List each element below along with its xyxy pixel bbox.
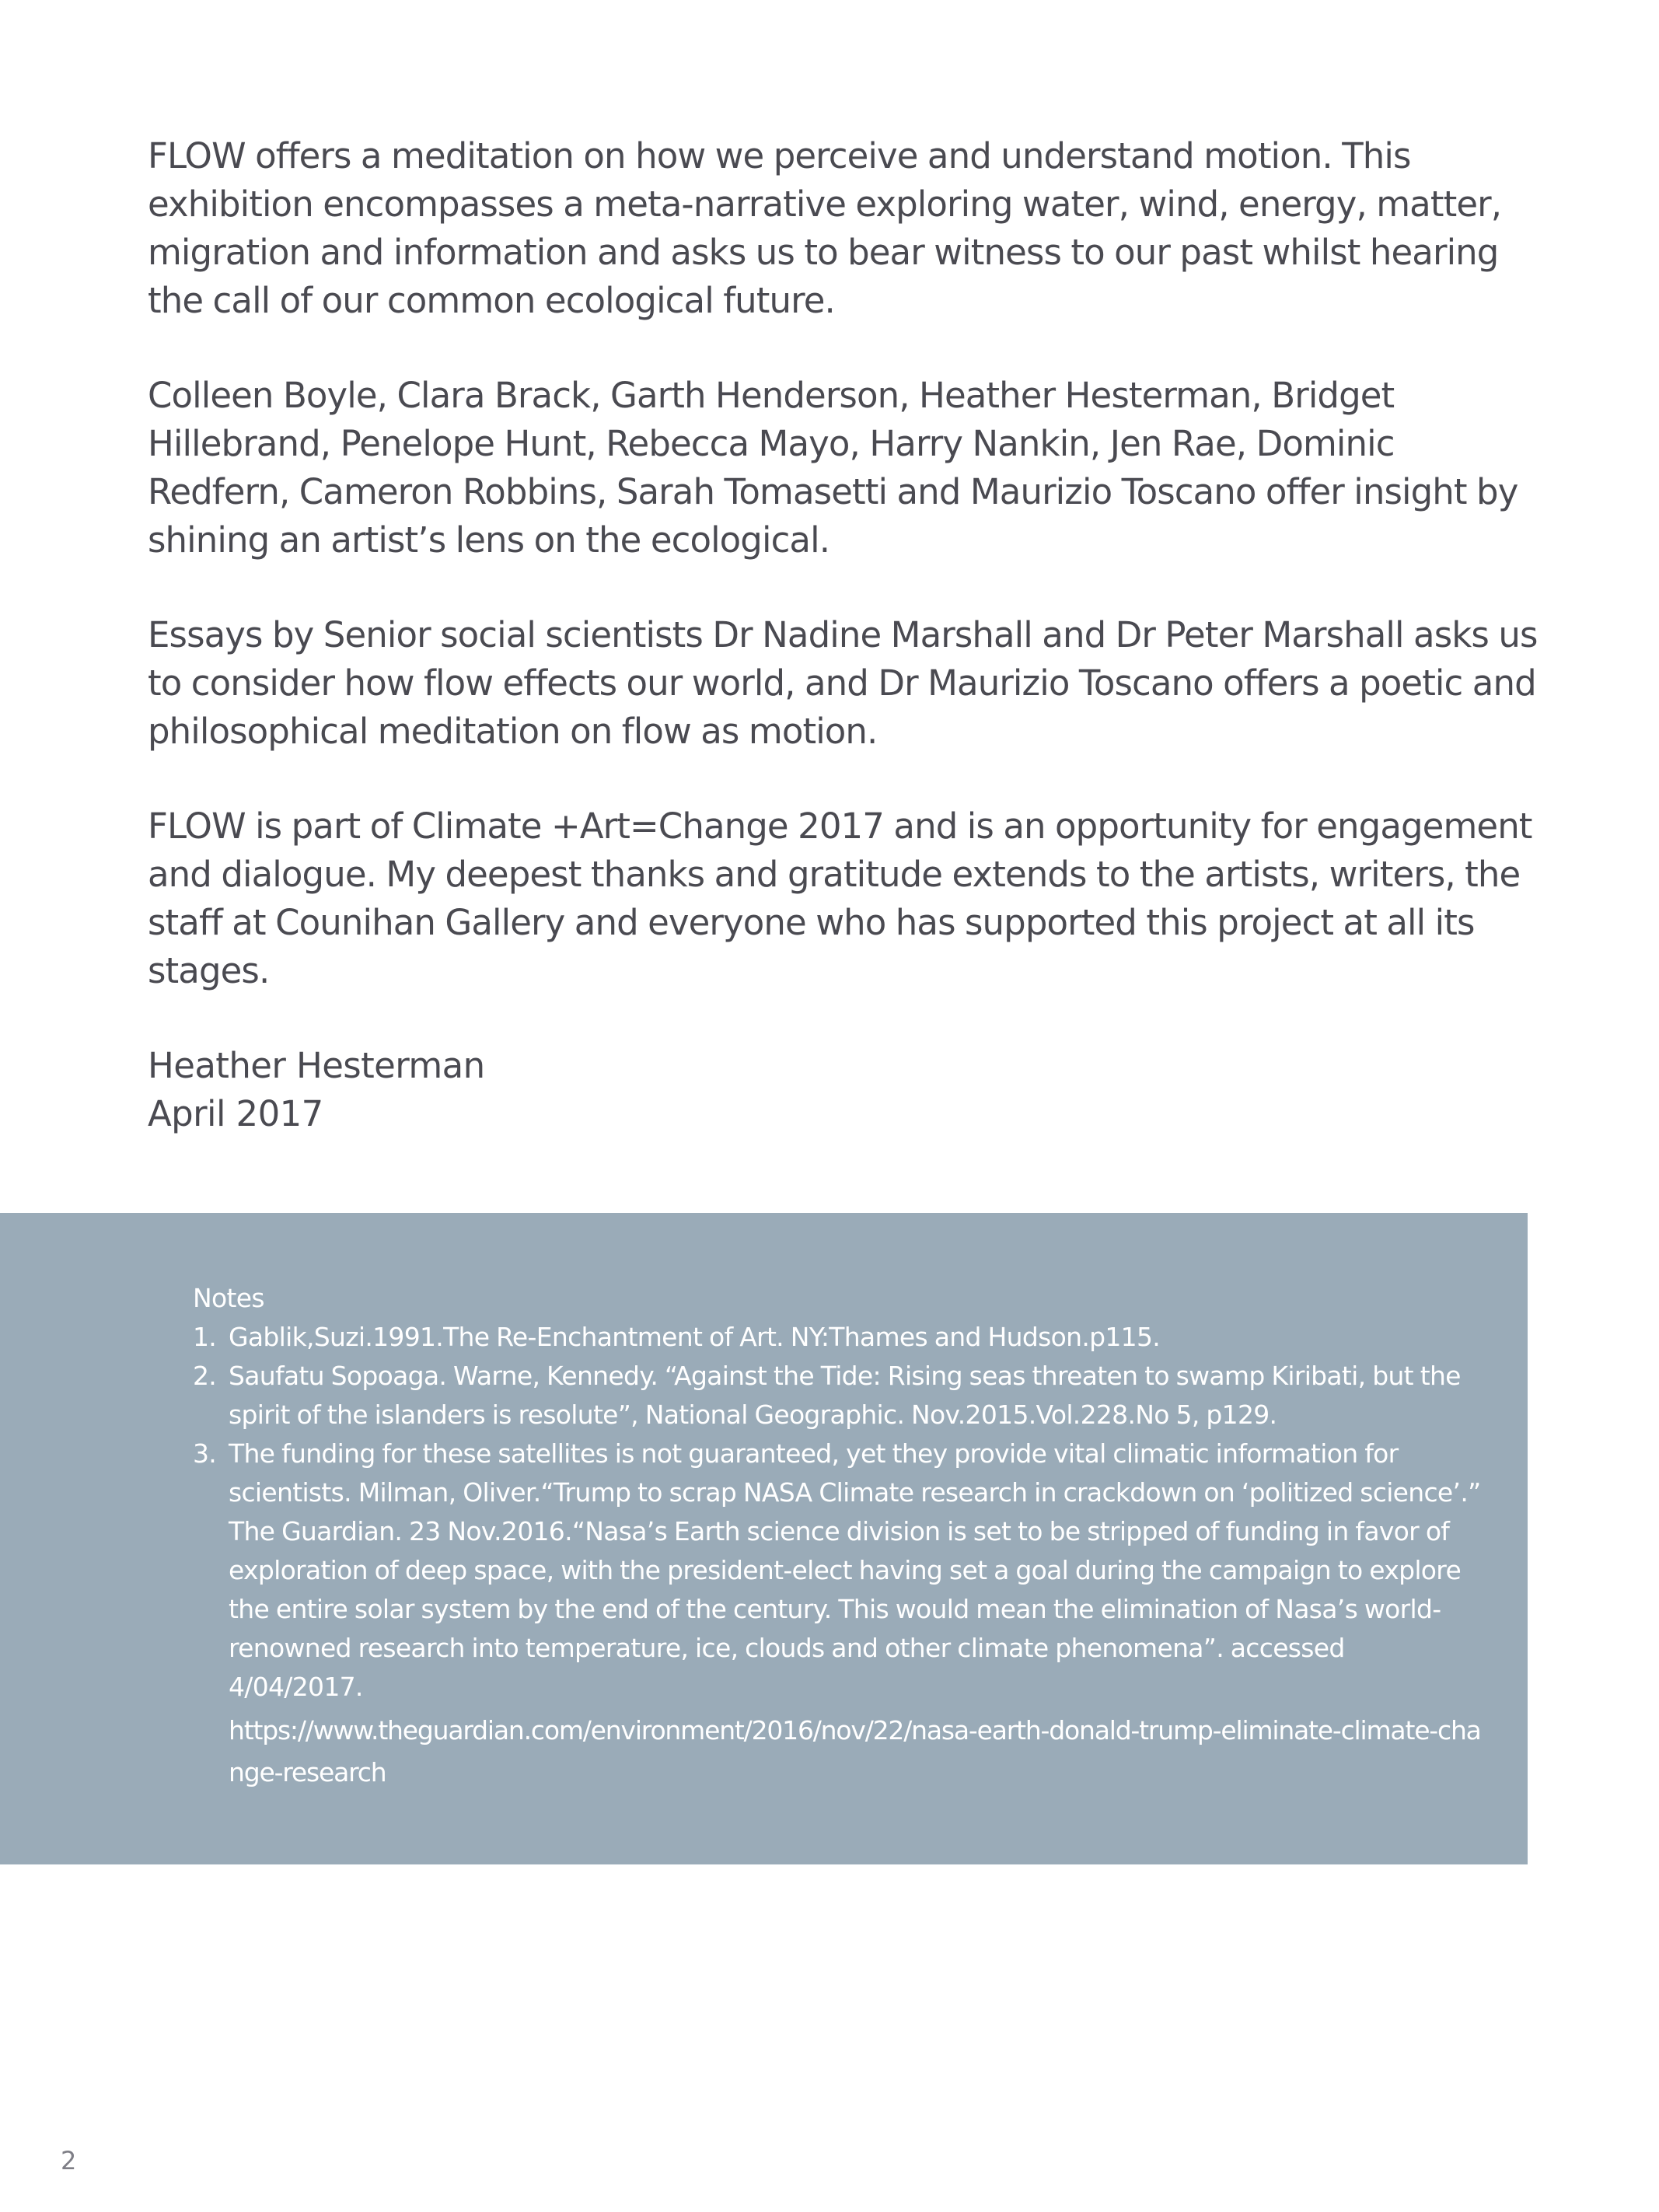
notes-panel bbox=[0, 1213, 1528, 1864]
note-number: 2. bbox=[193, 1361, 217, 1391]
note-item bbox=[193, 1357, 1483, 1434]
note-text: Gablik,Suzi.1991.The Re-Enchantment of Art. NY:Thames and Hudson.p115. bbox=[229, 1322, 1161, 1352]
note-url-link[interactable]: https://www.theguardian.com/environment/2016/nov/22/nasa-earth-donald-trump-eliminate-climate-change-research bbox=[229, 1715, 1481, 1787]
note-number: 3. bbox=[193, 1438, 217, 1469]
note-item bbox=[193, 1318, 1483, 1357]
notes-content bbox=[193, 1279, 1483, 1794]
note-number: 1. bbox=[193, 1322, 217, 1352]
notes-heading: Notes bbox=[193, 1283, 264, 1313]
note-text: The funding for these satellites is not guaranteed, yet they provide vital climatic information for scientists. Milman, Oliver.“Trump to scrap NASA Climate research in crackdown on ‘politized science’.” The Guardian. 23 Nov.2016.“Nasa’s Earth science division is set to be stripped of funding in favor of exploration of deep space, with the president-elect having set a goal during the campaign to explore the entire solar system by the end of the century. This would mean the elimination of Nasa’s world-renowned research into temperature, ice, clouds and other climate phenomena”. accessed 4/04/2017. bbox=[229, 1438, 1481, 1702]
signature bbox=[148, 1042, 1539, 1138]
intro-paragraph: FLOW offers a meditation on how we perceive and understand motion. This exhibition encompasses a meta-narrative exploring water, wind, energy, matter, migration and information and asks us to bear witness to our past whilst hearing the call of our common ecological future. bbox=[148, 135, 1502, 321]
signature-name: Heather Hesterman bbox=[148, 1045, 485, 1086]
note-text: Saufatu Sopoaga. Warne, Kennedy. “Against the Tide: Rising seas threaten to swamp Kiribati, but the spirit of the islanders is resolute”, National Geographic. Nov.2015.Vol.228.No 5, p129. bbox=[229, 1361, 1461, 1430]
page-number: 2 bbox=[61, 2146, 77, 2175]
main-text bbox=[148, 132, 1539, 1138]
note-item bbox=[193, 1434, 1483, 1794]
notes-list bbox=[193, 1318, 1483, 1794]
essays-paragraph: Essays by Senior social scientists Dr Nadine Marshall and Dr Peter Marshall asks us to consider how flow effects our world, and Dr Maurizio Toscano offers a poetic and philosophical meditation on flow as motion. bbox=[148, 614, 1538, 752]
signature-date: April 2017 bbox=[148, 1093, 323, 1134]
acknowledgement-paragraph: FLOW is part of Climate +Art=Change 2017 and is an opportunity for engagement and dialogue. My deepest thanks and gratitude extends to the artists, writers, the staff at Counihan Gallery and everyone who has supported this project at all its stages. bbox=[148, 805, 1532, 991]
artists-paragraph: Colleen Boyle, Clara Brack, Garth Henderson, Heather Hesterman, Bridget Hillebrand, Penelope Hunt, Rebecca Mayo, Harry Nankin, Jen Rae, Dominic Redfern, Cameron Robbins, Sarah Tomasetti and Maurizio Toscano offer insight by shining an artist’s lens on the ecological. bbox=[148, 375, 1518, 561]
